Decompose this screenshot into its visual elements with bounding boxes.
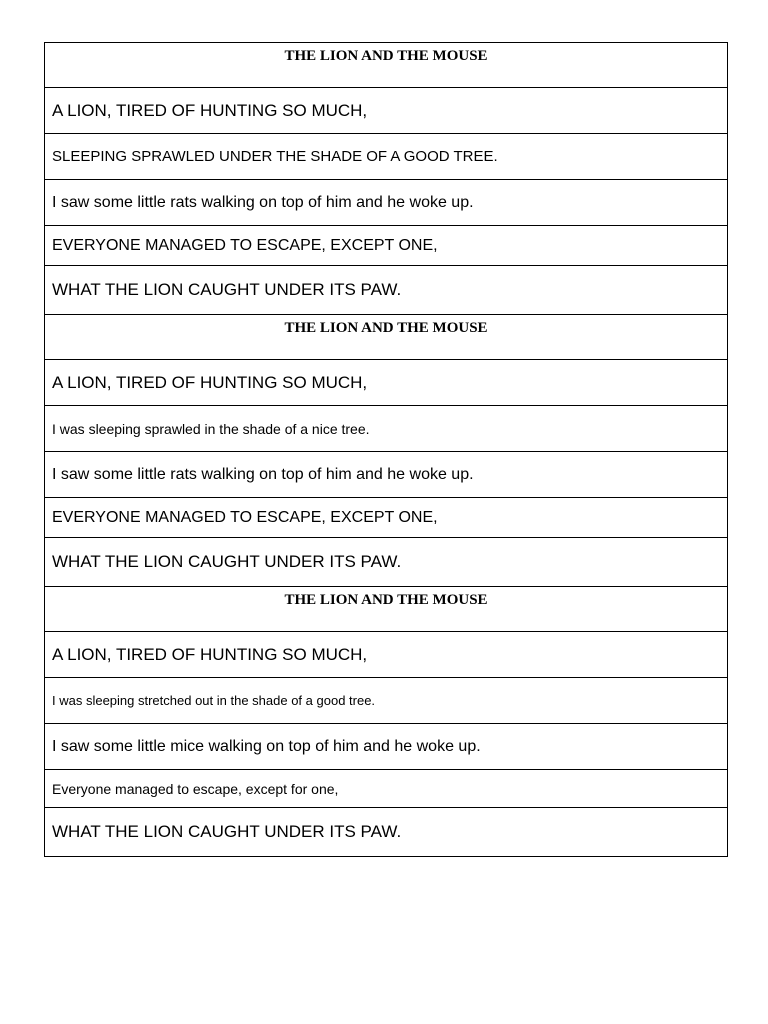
story-line-4: EVERYONE MANAGED TO ESCAPE, EXCEPT ONE,	[45, 225, 727, 265]
story-line-2: SLEEPING SPRAWLED UNDER THE SHADE OF A GOOD TREE.	[45, 133, 727, 179]
story-line-5: WHAT THE LION CAUGHT UNDER ITS PAW.	[45, 807, 727, 856]
story-line-1: A LION, TIRED OF HUNTING SO MUCH,	[45, 631, 727, 677]
story-line-1: A LION, TIRED OF HUNTING SO MUCH,	[45, 87, 727, 133]
story-line-2: I was sleeping stretched out in the shade of a good tree.	[45, 677, 727, 723]
story-line-1: A LION, TIRED OF HUNTING SO MUCH,	[45, 359, 727, 405]
story-title: THE LION AND THE MOUSE	[284, 320, 488, 336]
story-line-4: Everyone managed to escape, except for one,	[45, 769, 727, 807]
story-line-5: WHAT THE LION CAUGHT UNDER ITS PAW.	[45, 265, 727, 314]
story-line-3: I saw some little mice walking on top of him and he woke up.	[45, 723, 727, 769]
story-line-5: WHAT THE LION CAUGHT UNDER ITS PAW.	[45, 537, 727, 586]
story-line-3: I saw some little rats walking on top of him and he woke up.	[45, 451, 727, 497]
story-line-4: EVERYONE MANAGED TO ESCAPE, EXCEPT ONE,	[45, 497, 727, 537]
story-line-2: I was sleeping sprawled in the shade of a nice tree.	[45, 405, 727, 451]
story-title: THE LION AND THE MOUSE	[284, 48, 488, 64]
story-title: THE LION AND THE MOUSE	[284, 592, 488, 608]
story-block-2	[44, 314, 728, 587]
story-line-3: I saw some little rats walking on top of him and he woke up.	[45, 179, 727, 225]
story-block-3	[44, 586, 728, 857]
story-block-1	[44, 42, 728, 315]
worksheet-table	[44, 42, 728, 857]
